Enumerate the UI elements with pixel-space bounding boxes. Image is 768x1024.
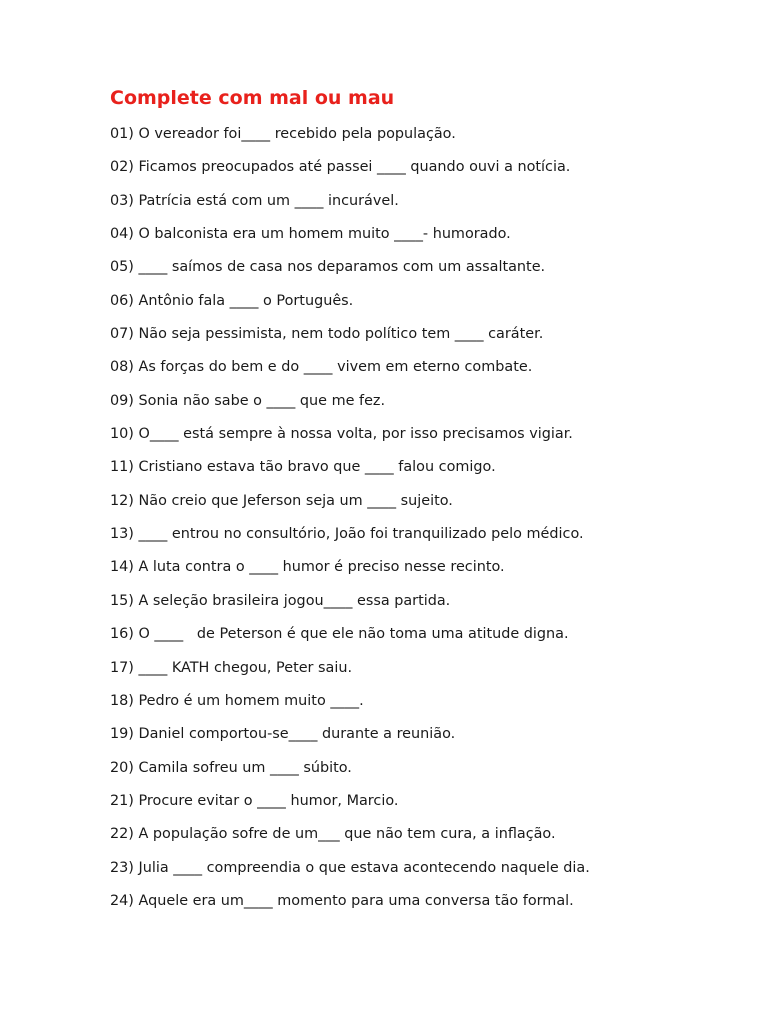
question-item: 03) Patrícia está com um ____ incurável. [110, 192, 399, 209]
question-item: 01) O vereador foi____ recebido pela população. [110, 126, 456, 142]
question-item: 07) Não seja pessimista, nem todo político tem ____ caráter. [110, 326, 544, 343]
question-item: 18) Pedro é um homem muito ____. [110, 692, 364, 709]
question-item: 04) O balconista era um homem muito ____- humorado. [110, 226, 511, 243]
question-item: 02) Ficamos preocupados até passei ____ quando ouvi a notícia. [110, 159, 571, 176]
question-item: 19) Daniel comportou-se____ durante a reunião. [110, 726, 456, 743]
page-title: Complete com mal ou mau [110, 87, 395, 109]
question-item: 17) ____ KATH chegou, Peter saiu. [110, 659, 353, 676]
question-item: 21) Procure evitar o ____ humor, Marcio. [110, 792, 399, 809]
question-item: 22) A população sofre de um___ que não tem cura, a inflação. [110, 826, 556, 843]
question-item: 16) O ____ de Peterson é que ele não toma uma atitude digna. [110, 626, 569, 643]
question-list [110, 121, 750, 921]
question-item: 23) Julia ____ compreendia o que estava acontecendo naquele dia. [110, 859, 590, 876]
question-item: 11) Cristiano estava tão bravo que ____ falou comigo. [110, 459, 496, 476]
question-item: 14) A luta contra o ____ humor é preciso nesse recinto. [110, 559, 505, 576]
question-item: 05) ____ saímos de casa nos deparamos com um assaltante. [110, 259, 546, 276]
question-item: 10) O____ está sempre à nossa volta, por isso precisamos vigiar. [110, 426, 573, 443]
question-item: 12) Não creio que Jeferson seja um ____ sujeito. [110, 492, 453, 509]
question-item: 08) As forças do bem e do ____ vivem em eterno combate. [110, 359, 533, 376]
question-item: 24) Aquele era um____ momento para uma conversa tão formal. [110, 892, 574, 909]
question-item: 15) A seleção brasileira jogou____ essa partida. [110, 592, 451, 609]
question-item: 06) Antônio fala ____ o Português. [110, 292, 354, 309]
question-item: 20) Camila sofreu um ____ súbito. [110, 759, 352, 776]
question-item: 09) Sonia não sabe o ____ que me fez. [110, 392, 386, 409]
question-item: 13) ____ entrou no consultório, João foi tranquilizado pelo médico. [110, 526, 584, 543]
